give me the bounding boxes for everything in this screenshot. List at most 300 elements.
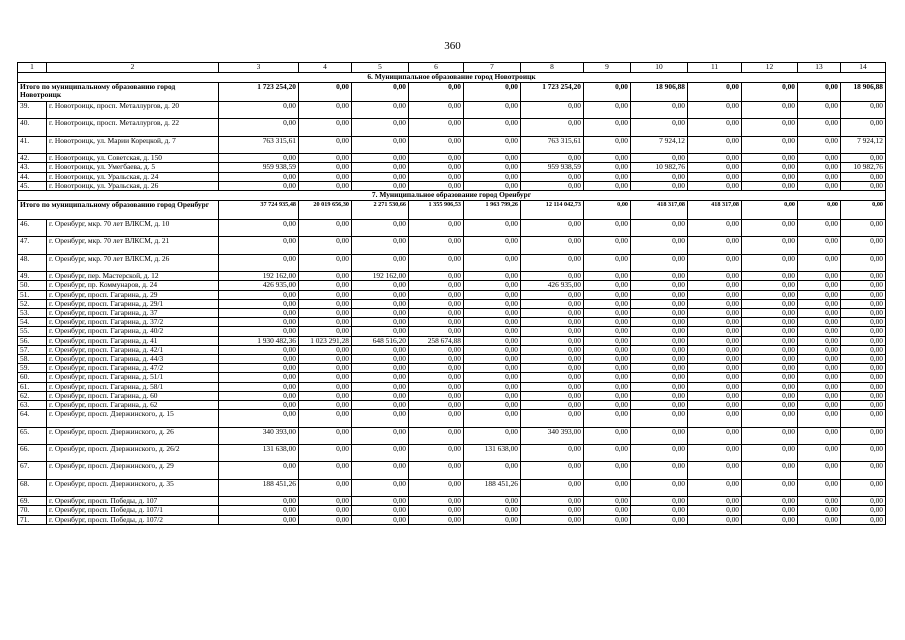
value-cell: 0,00 <box>742 427 798 444</box>
value-cell: 0,00 <box>521 497 584 506</box>
section-total-row <box>18 200 886 219</box>
value-cell: 0,00 <box>464 219 521 236</box>
value-cell: 192 162,00 <box>352 272 409 281</box>
value-cell: 0,00 <box>464 506 521 515</box>
value-cell: 0,00 <box>219 410 299 427</box>
value-cell: 131 638,00 <box>219 444 299 461</box>
value-cell: 0,00 <box>742 497 798 506</box>
table-row <box>18 281 886 290</box>
value-cell: 0,00 <box>798 497 841 506</box>
value-cell: 0,00 <box>798 444 841 461</box>
row-number: 54. <box>18 318 47 327</box>
value-cell: 0,00 <box>219 401 299 410</box>
table-row <box>18 336 886 345</box>
address-cell: г. Оренбург, просп. Гагарина, д. 37 <box>47 308 219 317</box>
value-cell: 0,00 <box>219 354 299 363</box>
column-number-header: 2 <box>47 63 219 73</box>
value-cell: 0,00 <box>299 364 352 373</box>
value-cell: 0,00 <box>631 281 688 290</box>
value-cell: 0,00 <box>841 327 886 336</box>
value-cell: 0,00 <box>742 290 798 299</box>
value-cell: 0,00 <box>584 373 631 382</box>
value-cell: 0,00 <box>742 479 798 496</box>
value-cell: 0,00 <box>299 497 352 506</box>
value-cell: 0,00 <box>631 154 688 163</box>
value-cell: 0,00 <box>798 462 841 479</box>
value-cell: 0,00 <box>464 515 521 524</box>
value-cell: 7 924,12 <box>841 136 886 153</box>
value-cell: 0,00 <box>521 336 584 345</box>
value-cell: 0,00 <box>521 354 584 363</box>
value-cell: 0,00 <box>742 364 798 373</box>
value-cell: 0,00 <box>631 506 688 515</box>
total-value-cell: 37 724 935,48 <box>219 200 299 219</box>
value-cell: 0,00 <box>584 308 631 317</box>
value-cell: 0,00 <box>464 497 521 506</box>
value-cell: 763 315,61 <box>521 136 584 153</box>
value-cell: 0,00 <box>352 497 409 506</box>
value-cell: 0,00 <box>464 462 521 479</box>
value-cell: 0,00 <box>798 318 841 327</box>
value-cell: 0,00 <box>688 318 742 327</box>
value-cell: 0,00 <box>688 382 742 391</box>
value-cell: 0,00 <box>584 136 631 153</box>
value-cell: 0,00 <box>521 479 584 496</box>
value-cell: 0,00 <box>409 382 464 391</box>
value-cell: 0,00 <box>584 354 631 363</box>
value-cell: 7 924,12 <box>631 136 688 153</box>
value-cell: 0,00 <box>521 444 584 461</box>
total-value-cell: 0,00 <box>798 200 841 219</box>
value-cell: 0,00 <box>584 172 631 181</box>
value-cell: 0,00 <box>219 102 299 119</box>
value-cell: 0,00 <box>688 136 742 153</box>
row-number: 71. <box>18 515 47 524</box>
value-cell: 0,00 <box>631 318 688 327</box>
row-number: 40. <box>18 119 47 136</box>
value-cell: 0,00 <box>798 506 841 515</box>
value-cell: 0,00 <box>798 290 841 299</box>
value-cell: 0,00 <box>409 172 464 181</box>
table-row <box>18 354 886 363</box>
value-cell: 0,00 <box>841 497 886 506</box>
value-cell: 0,00 <box>841 364 886 373</box>
table-row <box>18 506 886 515</box>
value-cell: 0,00 <box>841 308 886 317</box>
value-cell: 0,00 <box>742 102 798 119</box>
row-number: 56. <box>18 336 47 345</box>
value-cell: 0,00 <box>521 506 584 515</box>
value-cell: 763 315,61 <box>219 136 299 153</box>
value-cell: 648 516,20 <box>352 336 409 345</box>
value-cell: 0,00 <box>841 373 886 382</box>
column-number-header: 3 <box>219 63 299 73</box>
value-cell: 0,00 <box>352 373 409 382</box>
value-cell: 0,00 <box>409 364 464 373</box>
value-cell: 0,00 <box>299 444 352 461</box>
total-value-cell: 18 906,88 <box>841 83 886 102</box>
value-cell: 0,00 <box>409 497 464 506</box>
value-cell: 0,00 <box>409 410 464 427</box>
value-cell: 0,00 <box>521 290 584 299</box>
value-cell: 0,00 <box>521 154 584 163</box>
table-row <box>18 391 886 400</box>
value-cell: 0,00 <box>352 444 409 461</box>
address-cell: г. Оренбург, мкр. 70 лет ВЛКСМ, д. 26 <box>47 254 219 271</box>
value-cell: 0,00 <box>631 299 688 308</box>
value-cell: 0,00 <box>798 364 841 373</box>
value-cell: 0,00 <box>742 181 798 190</box>
value-cell: 0,00 <box>798 272 841 281</box>
value-cell: 0,00 <box>352 308 409 317</box>
value-cell: 0,00 <box>584 119 631 136</box>
value-cell: 0,00 <box>584 401 631 410</box>
value-cell: 0,00 <box>584 219 631 236</box>
table-row <box>18 382 886 391</box>
value-cell: 10 982,76 <box>631 163 688 172</box>
value-cell: 0,00 <box>521 272 584 281</box>
column-number-header: 4 <box>299 63 352 73</box>
value-cell: 0,00 <box>798 327 841 336</box>
value-cell: 0,00 <box>299 219 352 236</box>
total-value-cell: 0,00 <box>584 83 631 102</box>
value-cell: 0,00 <box>464 427 521 444</box>
value-cell: 0,00 <box>521 308 584 317</box>
value-cell: 0,00 <box>631 102 688 119</box>
section-heading-row <box>18 190 886 200</box>
value-cell: 0,00 <box>841 410 886 427</box>
row-number: 62. <box>18 391 47 400</box>
value-cell: 959 938,59 <box>219 163 299 172</box>
value-cell: 959 938,59 <box>521 163 584 172</box>
value-cell: 0,00 <box>688 506 742 515</box>
total-value-cell: 0,00 <box>841 200 886 219</box>
value-cell: 0,00 <box>299 318 352 327</box>
value-cell: 0,00 <box>841 299 886 308</box>
value-cell: 0,00 <box>584 154 631 163</box>
value-cell: 0,00 <box>521 119 584 136</box>
value-cell: 0,00 <box>299 410 352 427</box>
value-cell: 0,00 <box>352 382 409 391</box>
value-cell: 0,00 <box>584 391 631 400</box>
value-cell: 0,00 <box>219 308 299 317</box>
value-cell: 0,00 <box>742 237 798 254</box>
value-cell: 0,00 <box>464 345 521 354</box>
row-number: 51. <box>18 290 47 299</box>
row-number: 67. <box>18 462 47 479</box>
value-cell: 0,00 <box>464 373 521 382</box>
value-cell: 258 674,88 <box>409 336 464 345</box>
value-cell: 0,00 <box>688 354 742 363</box>
row-number: 39. <box>18 102 47 119</box>
row-number: 60. <box>18 373 47 382</box>
address-cell: г. Новотроицк, ул. Уральская, д. 24 <box>47 172 219 181</box>
value-cell: 0,00 <box>841 391 886 400</box>
value-cell: 0,00 <box>464 354 521 363</box>
total-value-cell: 0,00 <box>299 83 352 102</box>
value-cell: 0,00 <box>352 299 409 308</box>
value-cell: 0,00 <box>631 308 688 317</box>
value-cell: 0,00 <box>742 336 798 345</box>
value-cell: 0,00 <box>584 427 631 444</box>
value-cell: 0,00 <box>299 272 352 281</box>
total-value-cell: 0,00 <box>798 83 841 102</box>
table-row <box>18 237 886 254</box>
address-cell: г. Оренбург, просп. Победы, д. 107 <box>47 497 219 506</box>
value-cell: 0,00 <box>742 401 798 410</box>
value-cell: 0,00 <box>464 308 521 317</box>
value-cell: 0,00 <box>299 237 352 254</box>
value-cell: 0,00 <box>742 373 798 382</box>
value-cell: 0,00 <box>841 119 886 136</box>
address-cell: г. Оренбург, пер. Мастерской, д. 12 <box>47 272 219 281</box>
value-cell: 188 451,26 <box>464 479 521 496</box>
address-cell: г. Оренбург, просп. Дзержинского, д. 15 <box>47 410 219 427</box>
address-cell: г. Новотроицк, просп. Металлургов, д. 22 <box>47 119 219 136</box>
value-cell: 0,00 <box>299 354 352 363</box>
value-cell: 0,00 <box>688 336 742 345</box>
value-cell: 0,00 <box>464 119 521 136</box>
value-cell: 0,00 <box>742 272 798 281</box>
address-cell: г. Оренбург, просп. Победы, д. 107/1 <box>47 506 219 515</box>
address-cell: г. Оренбург, просп. Дзержинского, д. 26 <box>47 427 219 444</box>
value-cell: 0,00 <box>584 515 631 524</box>
value-cell: 0,00 <box>798 281 841 290</box>
value-cell: 0,00 <box>688 427 742 444</box>
value-cell: 0,00 <box>409 515 464 524</box>
value-cell: 0,00 <box>798 299 841 308</box>
address-cell: г. Новотроицк, ул. Советская, д. 150 <box>47 154 219 163</box>
value-cell: 0,00 <box>798 172 841 181</box>
value-cell: 0,00 <box>584 254 631 271</box>
value-cell: 0,00 <box>521 219 584 236</box>
value-cell: 0,00 <box>584 364 631 373</box>
value-cell: 0,00 <box>798 345 841 354</box>
value-cell: 0,00 <box>798 515 841 524</box>
value-cell: 0,00 <box>742 444 798 461</box>
value-cell: 0,00 <box>841 102 886 119</box>
value-cell: 0,00 <box>299 119 352 136</box>
address-cell: г. Оренбург, просп. Гагарина, д. 60 <box>47 391 219 400</box>
value-cell: 426 935,00 <box>521 281 584 290</box>
row-number: 65. <box>18 427 47 444</box>
value-cell: 0,00 <box>219 181 299 190</box>
value-cell: 0,00 <box>219 345 299 354</box>
value-cell: 0,00 <box>521 172 584 181</box>
value-cell: 1 930 482,36 <box>219 336 299 345</box>
value-cell: 0,00 <box>521 462 584 479</box>
value-cell: 0,00 <box>584 237 631 254</box>
value-cell: 0,00 <box>688 410 742 427</box>
value-cell: 0,00 <box>299 163 352 172</box>
total-value-cell: 18 906,88 <box>631 83 688 102</box>
value-cell: 0,00 <box>631 410 688 427</box>
address-cell: г. Оренбург, просп. Гагарина, д. 58/1 <box>47 382 219 391</box>
value-cell: 0,00 <box>742 410 798 427</box>
value-cell: 0,00 <box>299 254 352 271</box>
value-cell: 0,00 <box>631 354 688 363</box>
address-cell: г. Оренбург, просп. Гагарина, д. 37/2 <box>47 318 219 327</box>
value-cell: 0,00 <box>688 154 742 163</box>
value-cell: 0,00 <box>299 515 352 524</box>
row-number: 48. <box>18 254 47 271</box>
row-number: 43. <box>18 163 47 172</box>
address-cell: г. Оренбург, просп. Гагарина, д. 51/1 <box>47 373 219 382</box>
value-cell: 426 935,00 <box>219 281 299 290</box>
value-cell: 0,00 <box>464 281 521 290</box>
value-cell: 0,00 <box>631 462 688 479</box>
value-cell: 0,00 <box>299 462 352 479</box>
value-cell: 0,00 <box>352 219 409 236</box>
value-cell: 0,00 <box>688 219 742 236</box>
value-cell: 0,00 <box>798 102 841 119</box>
row-number: 45. <box>18 181 47 190</box>
value-cell: 0,00 <box>584 102 631 119</box>
value-cell: 0,00 <box>841 336 886 345</box>
value-cell: 0,00 <box>841 382 886 391</box>
value-cell: 0,00 <box>219 373 299 382</box>
value-cell: 0,00 <box>841 172 886 181</box>
value-cell: 0,00 <box>798 427 841 444</box>
value-cell: 0,00 <box>742 515 798 524</box>
value-cell: 0,00 <box>352 354 409 363</box>
value-cell: 0,00 <box>521 318 584 327</box>
value-cell: 0,00 <box>798 136 841 153</box>
value-cell: 0,00 <box>219 172 299 181</box>
value-cell: 0,00 <box>219 290 299 299</box>
value-cell: 0,00 <box>409 299 464 308</box>
value-cell: 0,00 <box>299 154 352 163</box>
value-cell: 0,00 <box>688 479 742 496</box>
value-cell: 0,00 <box>299 181 352 190</box>
value-cell: 0,00 <box>584 272 631 281</box>
value-cell: 0,00 <box>409 345 464 354</box>
value-cell: 0,00 <box>798 181 841 190</box>
value-cell: 0,00 <box>409 136 464 153</box>
value-cell: 0,00 <box>584 382 631 391</box>
value-cell: 0,00 <box>688 391 742 400</box>
value-cell: 0,00 <box>841 345 886 354</box>
value-cell: 0,00 <box>464 154 521 163</box>
address-cell: г. Оренбург, просп. Гагарина, д. 62 <box>47 401 219 410</box>
value-cell: 0,00 <box>521 364 584 373</box>
row-number: 52. <box>18 299 47 308</box>
value-cell: 0,00 <box>631 479 688 496</box>
value-cell: 0,00 <box>742 254 798 271</box>
value-cell: 0,00 <box>631 237 688 254</box>
value-cell: 0,00 <box>352 401 409 410</box>
value-cell: 0,00 <box>688 373 742 382</box>
table-row <box>18 410 886 427</box>
value-cell: 0,00 <box>841 479 886 496</box>
value-cell: 0,00 <box>584 497 631 506</box>
value-cell: 0,00 <box>841 427 886 444</box>
value-cell: 0,00 <box>841 515 886 524</box>
value-cell: 0,00 <box>409 444 464 461</box>
row-number: 49. <box>18 272 47 281</box>
value-cell: 0,00 <box>631 119 688 136</box>
value-cell: 0,00 <box>299 401 352 410</box>
value-cell: 0,00 <box>584 506 631 515</box>
value-cell: 0,00 <box>688 444 742 461</box>
value-cell: 0,00 <box>409 506 464 515</box>
value-cell: 0,00 <box>299 345 352 354</box>
value-cell: 0,00 <box>299 373 352 382</box>
value-cell: 0,00 <box>219 154 299 163</box>
value-cell: 0,00 <box>299 391 352 400</box>
address-cell: г. Оренбург, просп. Гагарина, д. 47/2 <box>47 364 219 373</box>
value-cell: 0,00 <box>521 181 584 190</box>
value-cell: 340 393,00 <box>521 427 584 444</box>
value-cell: 0,00 <box>299 102 352 119</box>
value-cell: 0,00 <box>584 318 631 327</box>
value-cell: 0,00 <box>631 427 688 444</box>
value-cell: 0,00 <box>409 373 464 382</box>
value-cell: 0,00 <box>584 327 631 336</box>
value-cell: 0,00 <box>464 327 521 336</box>
column-number-header: 10 <box>631 63 688 73</box>
value-cell: 0,00 <box>688 272 742 281</box>
total-value-cell: 418 317,08 <box>631 200 688 219</box>
value-cell: 0,00 <box>688 163 742 172</box>
address-cell: г. Оренбург, мкр. 70 лет ВЛКСМ, д. 10 <box>47 219 219 236</box>
table-row <box>18 136 886 153</box>
column-number-header: 11 <box>688 63 742 73</box>
table-row <box>18 515 886 524</box>
value-cell: 0,00 <box>742 345 798 354</box>
row-number: 64. <box>18 410 47 427</box>
value-cell: 0,00 <box>409 237 464 254</box>
value-cell: 0,00 <box>798 219 841 236</box>
table-row <box>18 290 886 299</box>
value-cell: 0,00 <box>219 506 299 515</box>
value-cell: 0,00 <box>352 281 409 290</box>
value-cell: 0,00 <box>584 444 631 461</box>
row-number: 41. <box>18 136 47 153</box>
total-value-cell: 0,00 <box>352 83 409 102</box>
value-cell: 0,00 <box>584 345 631 354</box>
value-cell: 0,00 <box>584 281 631 290</box>
address-cell: г. Оренбург, просп. Дзержинского, д. 26/2 <box>47 444 219 461</box>
value-cell: 0,00 <box>742 281 798 290</box>
value-cell: 0,00 <box>352 462 409 479</box>
value-cell: 0,00 <box>841 506 886 515</box>
value-cell: 0,00 <box>742 382 798 391</box>
value-cell: 0,00 <box>352 254 409 271</box>
value-cell: 0,00 <box>352 237 409 254</box>
value-cell: 0,00 <box>409 219 464 236</box>
value-cell: 0,00 <box>841 290 886 299</box>
value-cell: 0,00 <box>631 444 688 461</box>
address-cell: г. Оренбург, просп. Гагарина, д. 29/1 <box>47 299 219 308</box>
value-cell: 0,00 <box>742 299 798 308</box>
value-cell: 0,00 <box>352 364 409 373</box>
value-cell: 0,00 <box>352 327 409 336</box>
value-cell: 0,00 <box>409 318 464 327</box>
value-cell: 0,00 <box>464 254 521 271</box>
address-cell: г. Оренбург, просп. Победы, д. 107/2 <box>47 515 219 524</box>
value-cell: 0,00 <box>631 172 688 181</box>
value-cell: 0,00 <box>219 254 299 271</box>
address-cell: г. Новотроицк, ул. Умегбаева, д. 5 <box>47 163 219 172</box>
value-cell: 0,00 <box>688 497 742 506</box>
value-cell: 0,00 <box>521 345 584 354</box>
column-number-header: 12 <box>742 63 798 73</box>
value-cell: 0,00 <box>464 391 521 400</box>
value-cell: 0,00 <box>464 172 521 181</box>
value-cell: 0,00 <box>521 254 584 271</box>
value-cell: 0,00 <box>219 364 299 373</box>
